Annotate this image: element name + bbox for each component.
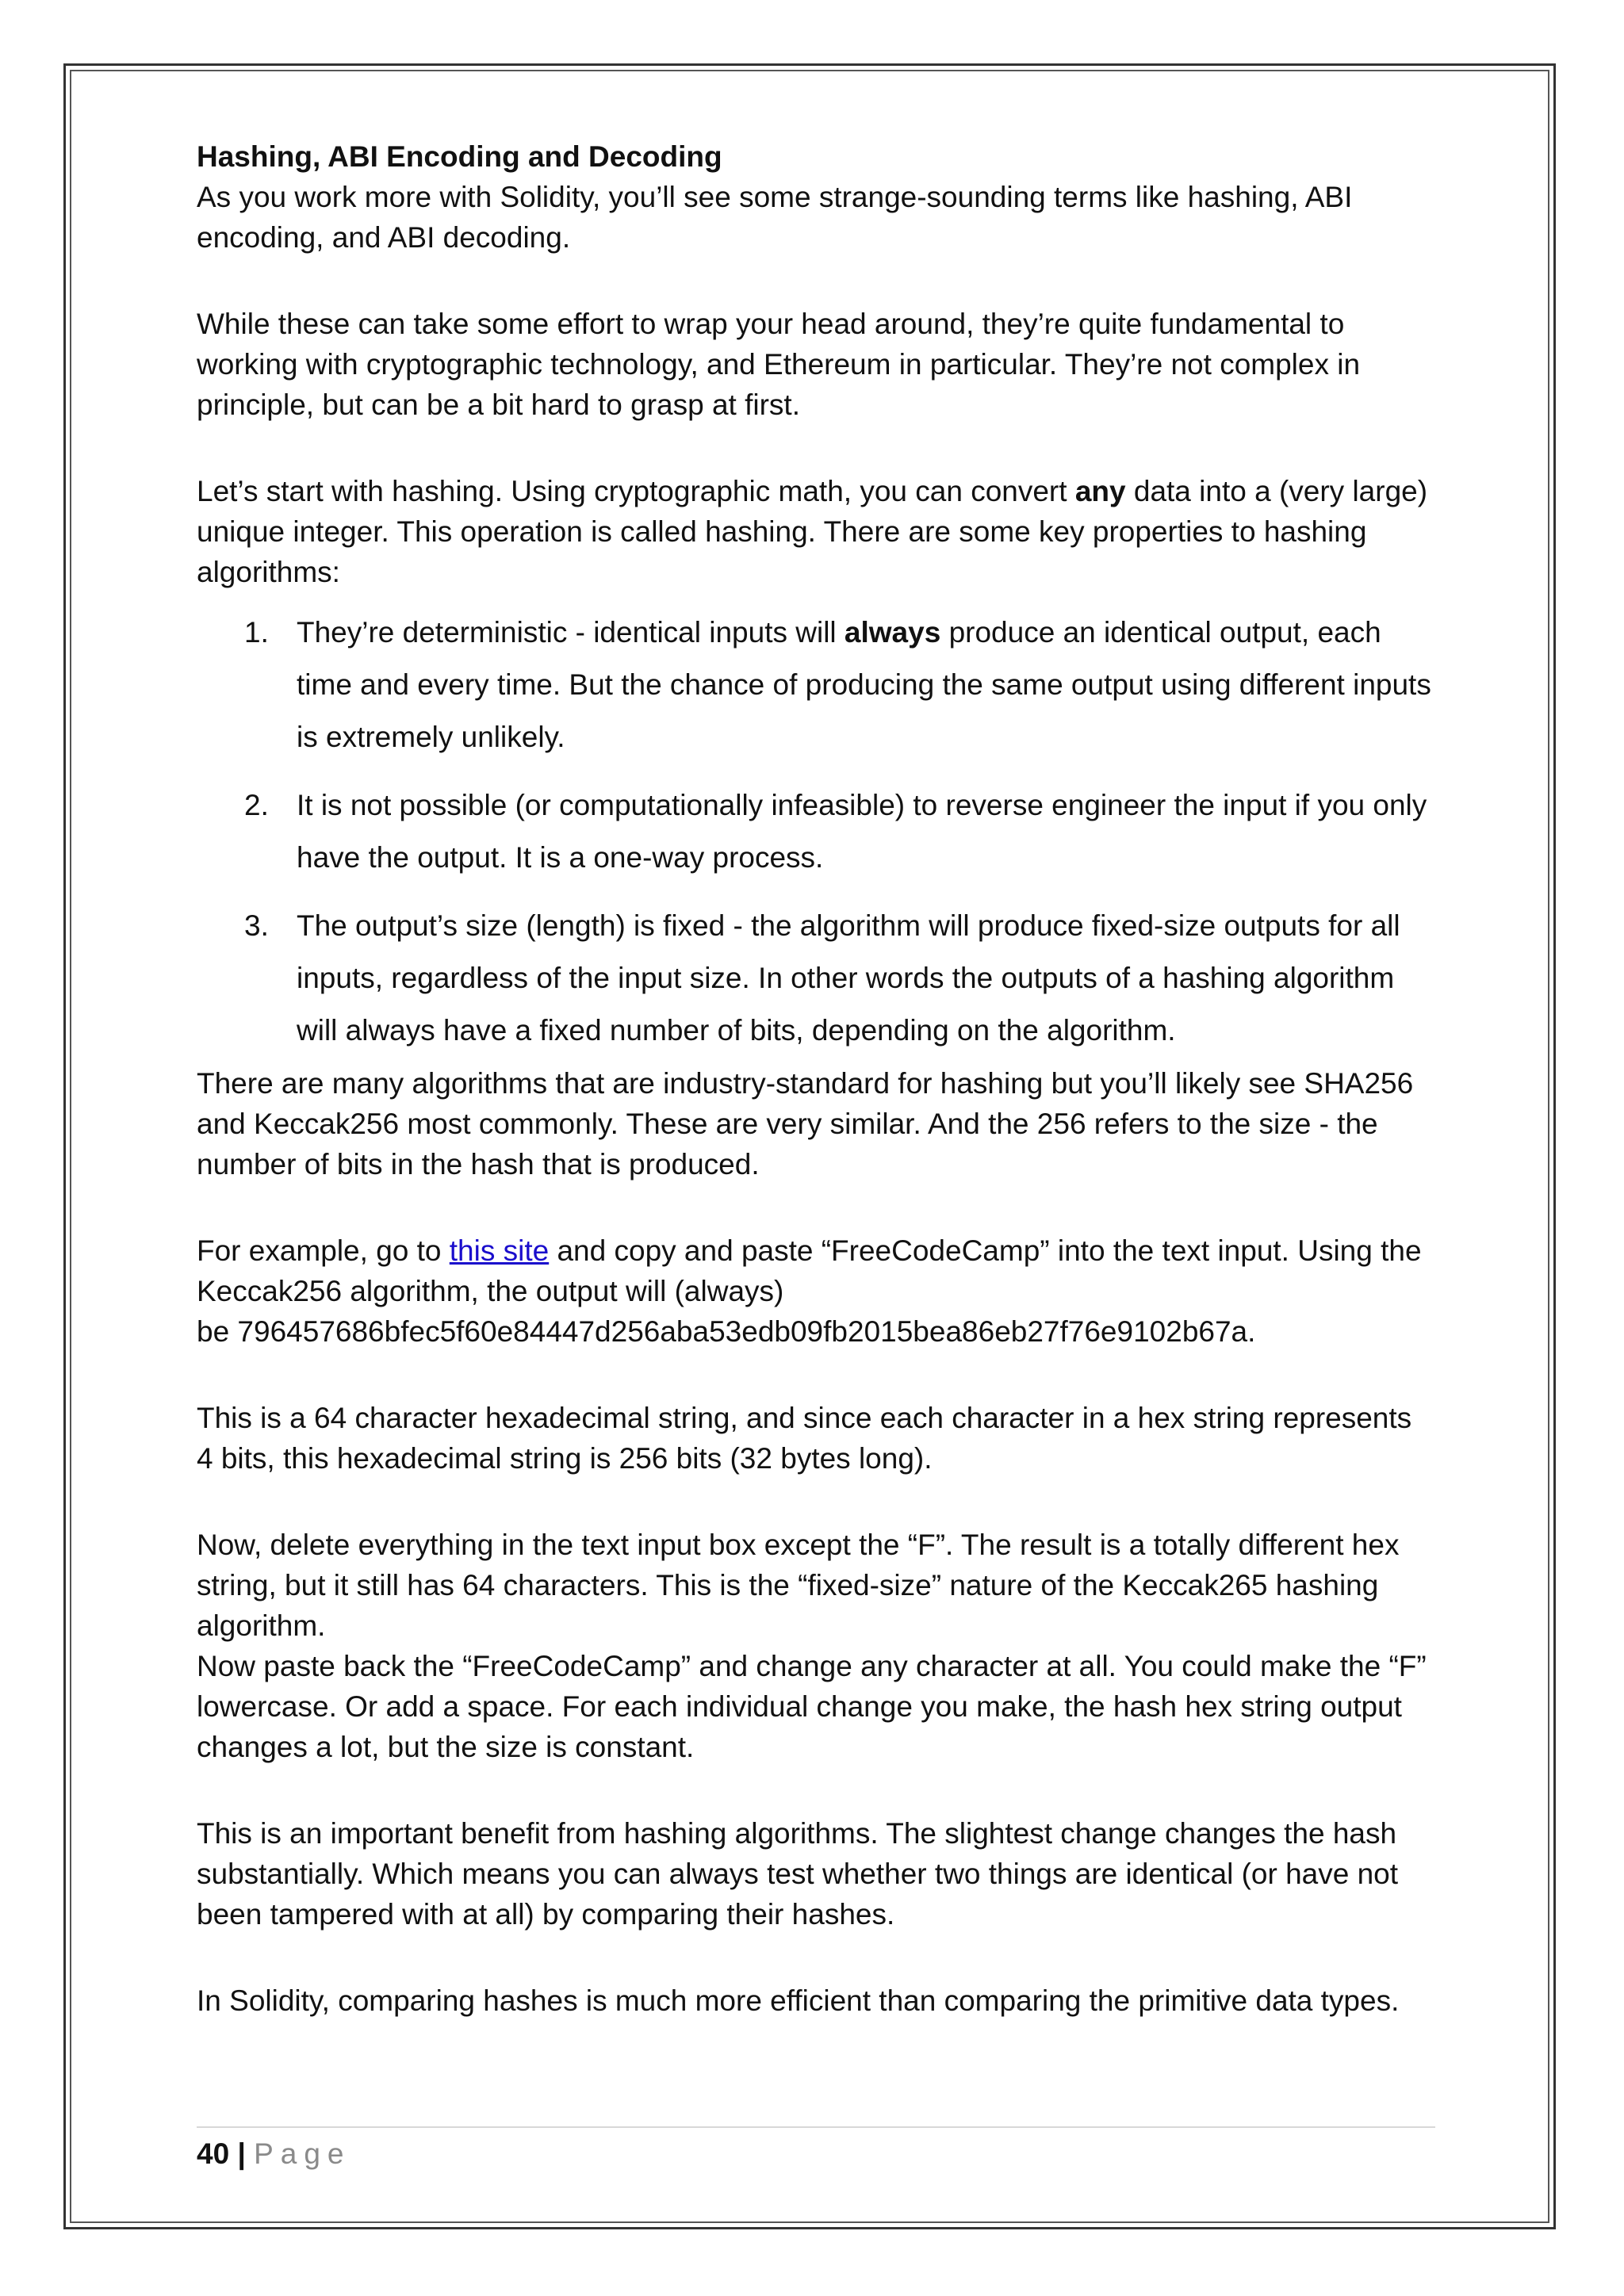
page-label: Page xyxy=(254,2137,351,2170)
solidity-paragraph: In Solidity, comparing hashes is much more efficient than comparing the primitive data types. xyxy=(197,1984,1400,2017)
list-item: 3. The output’s size (length) is fixed - the algorithm will produce fixed-size outputs for all inputs, regardless of the input size. In other words the outputs of a hashing algorithm will always have a fixed number of bits, depending on the algorithm. xyxy=(197,900,1434,1057)
paste-back-paragraph: Now paste back the “FreeCodeCamp” and change any character at all. You could make the “F” lowercase. Or add a space. For each individual change you make, the hash hex string output changes a lot, but the size is constant. xyxy=(197,1650,1427,1763)
hash-output-line: be 796457686bfec5f60e84447d256aba53edb09fb2015bea86eb27f76e9102b67a. xyxy=(197,1315,1256,1348)
list-item: 2. It is not possible (or computationally infeasible) to reverse engineer the input if you only have the output. It is a one-way process. xyxy=(197,779,1434,884)
hashing-intro-paragraph: Let’s start with hashing. Using cryptographic math, you can convert any data into a (very large) unique integer. This operation is called hashing. There are some key properties to hashing algorithms: xyxy=(197,475,1428,588)
spacer xyxy=(197,1352,1434,1398)
spacer xyxy=(197,1479,1434,1525)
list-item: 1. They’re deterministic - identical inputs will always produce an identical output, each time and every time. But the chance of producing the same output using different inputs is extremely unlikely. xyxy=(197,607,1434,763)
page-footer xyxy=(197,2126,1435,2174)
list-number: 1. xyxy=(244,616,269,649)
this-site-link[interactable]: this site xyxy=(449,1234,550,1267)
benefit-paragraph: This is an important benefit from hashing algorithms. The slightest change changes the hash substantially. Which means you can always test whether two things are identical (or have not been tampered with at all) by comparing their hashes. xyxy=(197,1817,1399,1931)
hashing-properties-list xyxy=(197,607,1434,1057)
delete-paragraph: Now, delete everything in the text input box except the “F”. The result is a totally different hex string, but it still has 64 characters. This is the “fixed-size” nature of the Keccak265 hashing algorithm. xyxy=(197,1529,1400,1642)
list-number: 3. xyxy=(244,909,269,942)
page-content xyxy=(197,136,1434,2021)
page-number: 40 xyxy=(197,2137,230,2170)
spacer xyxy=(197,258,1434,304)
spacer xyxy=(197,425,1434,471)
spacer xyxy=(197,592,1434,607)
example-paragraph: For example, go to this site and copy and paste “FreeCodeCamp” into the text input. Using the Keccak256 algorithm, the output will (always) be 796457686bfec5f60e84447d256aba53edb09fb2015bea86eb27f76e9102b67a. xyxy=(197,1234,1422,1348)
spacer xyxy=(197,1767,1434,1813)
section-heading: Hashing, ABI Encoding and Decoding xyxy=(197,140,722,173)
spacer xyxy=(197,1184,1434,1230)
emphasis-always: always xyxy=(844,616,941,649)
intro-paragraph: As you work more with Solidity, you’ll see some strange-sounding terms like hashing, ABI encoding, and ABI decoding. xyxy=(197,181,1353,254)
fundamentals-paragraph: While these can take some effort to wrap your head around, they’re quite fundamental to working with cryptographic technology, and Ethereum in particular. They’re not complex in principle, but can be a bit hard to grasp at first. xyxy=(197,308,1361,421)
hex-explanation-paragraph: This is a 64 character hexadecimal string, and since each character in a hex string represents 4 bits, this hexadecimal string is 256 bits (32 bytes long). xyxy=(197,1402,1412,1475)
spacer xyxy=(197,1934,1434,1980)
list-number: 2. xyxy=(244,789,269,821)
algorithms-paragraph: There are many algorithms that are industry-standard for hashing but you’ll likely see SHA256 and Keccak256 most commonly. These are very similar. And the 256 refers to the size - the number of bits in the hash that is produced. xyxy=(197,1067,1414,1181)
emphasis-any: any xyxy=(1074,475,1126,507)
page-separator: | xyxy=(237,2137,246,2170)
